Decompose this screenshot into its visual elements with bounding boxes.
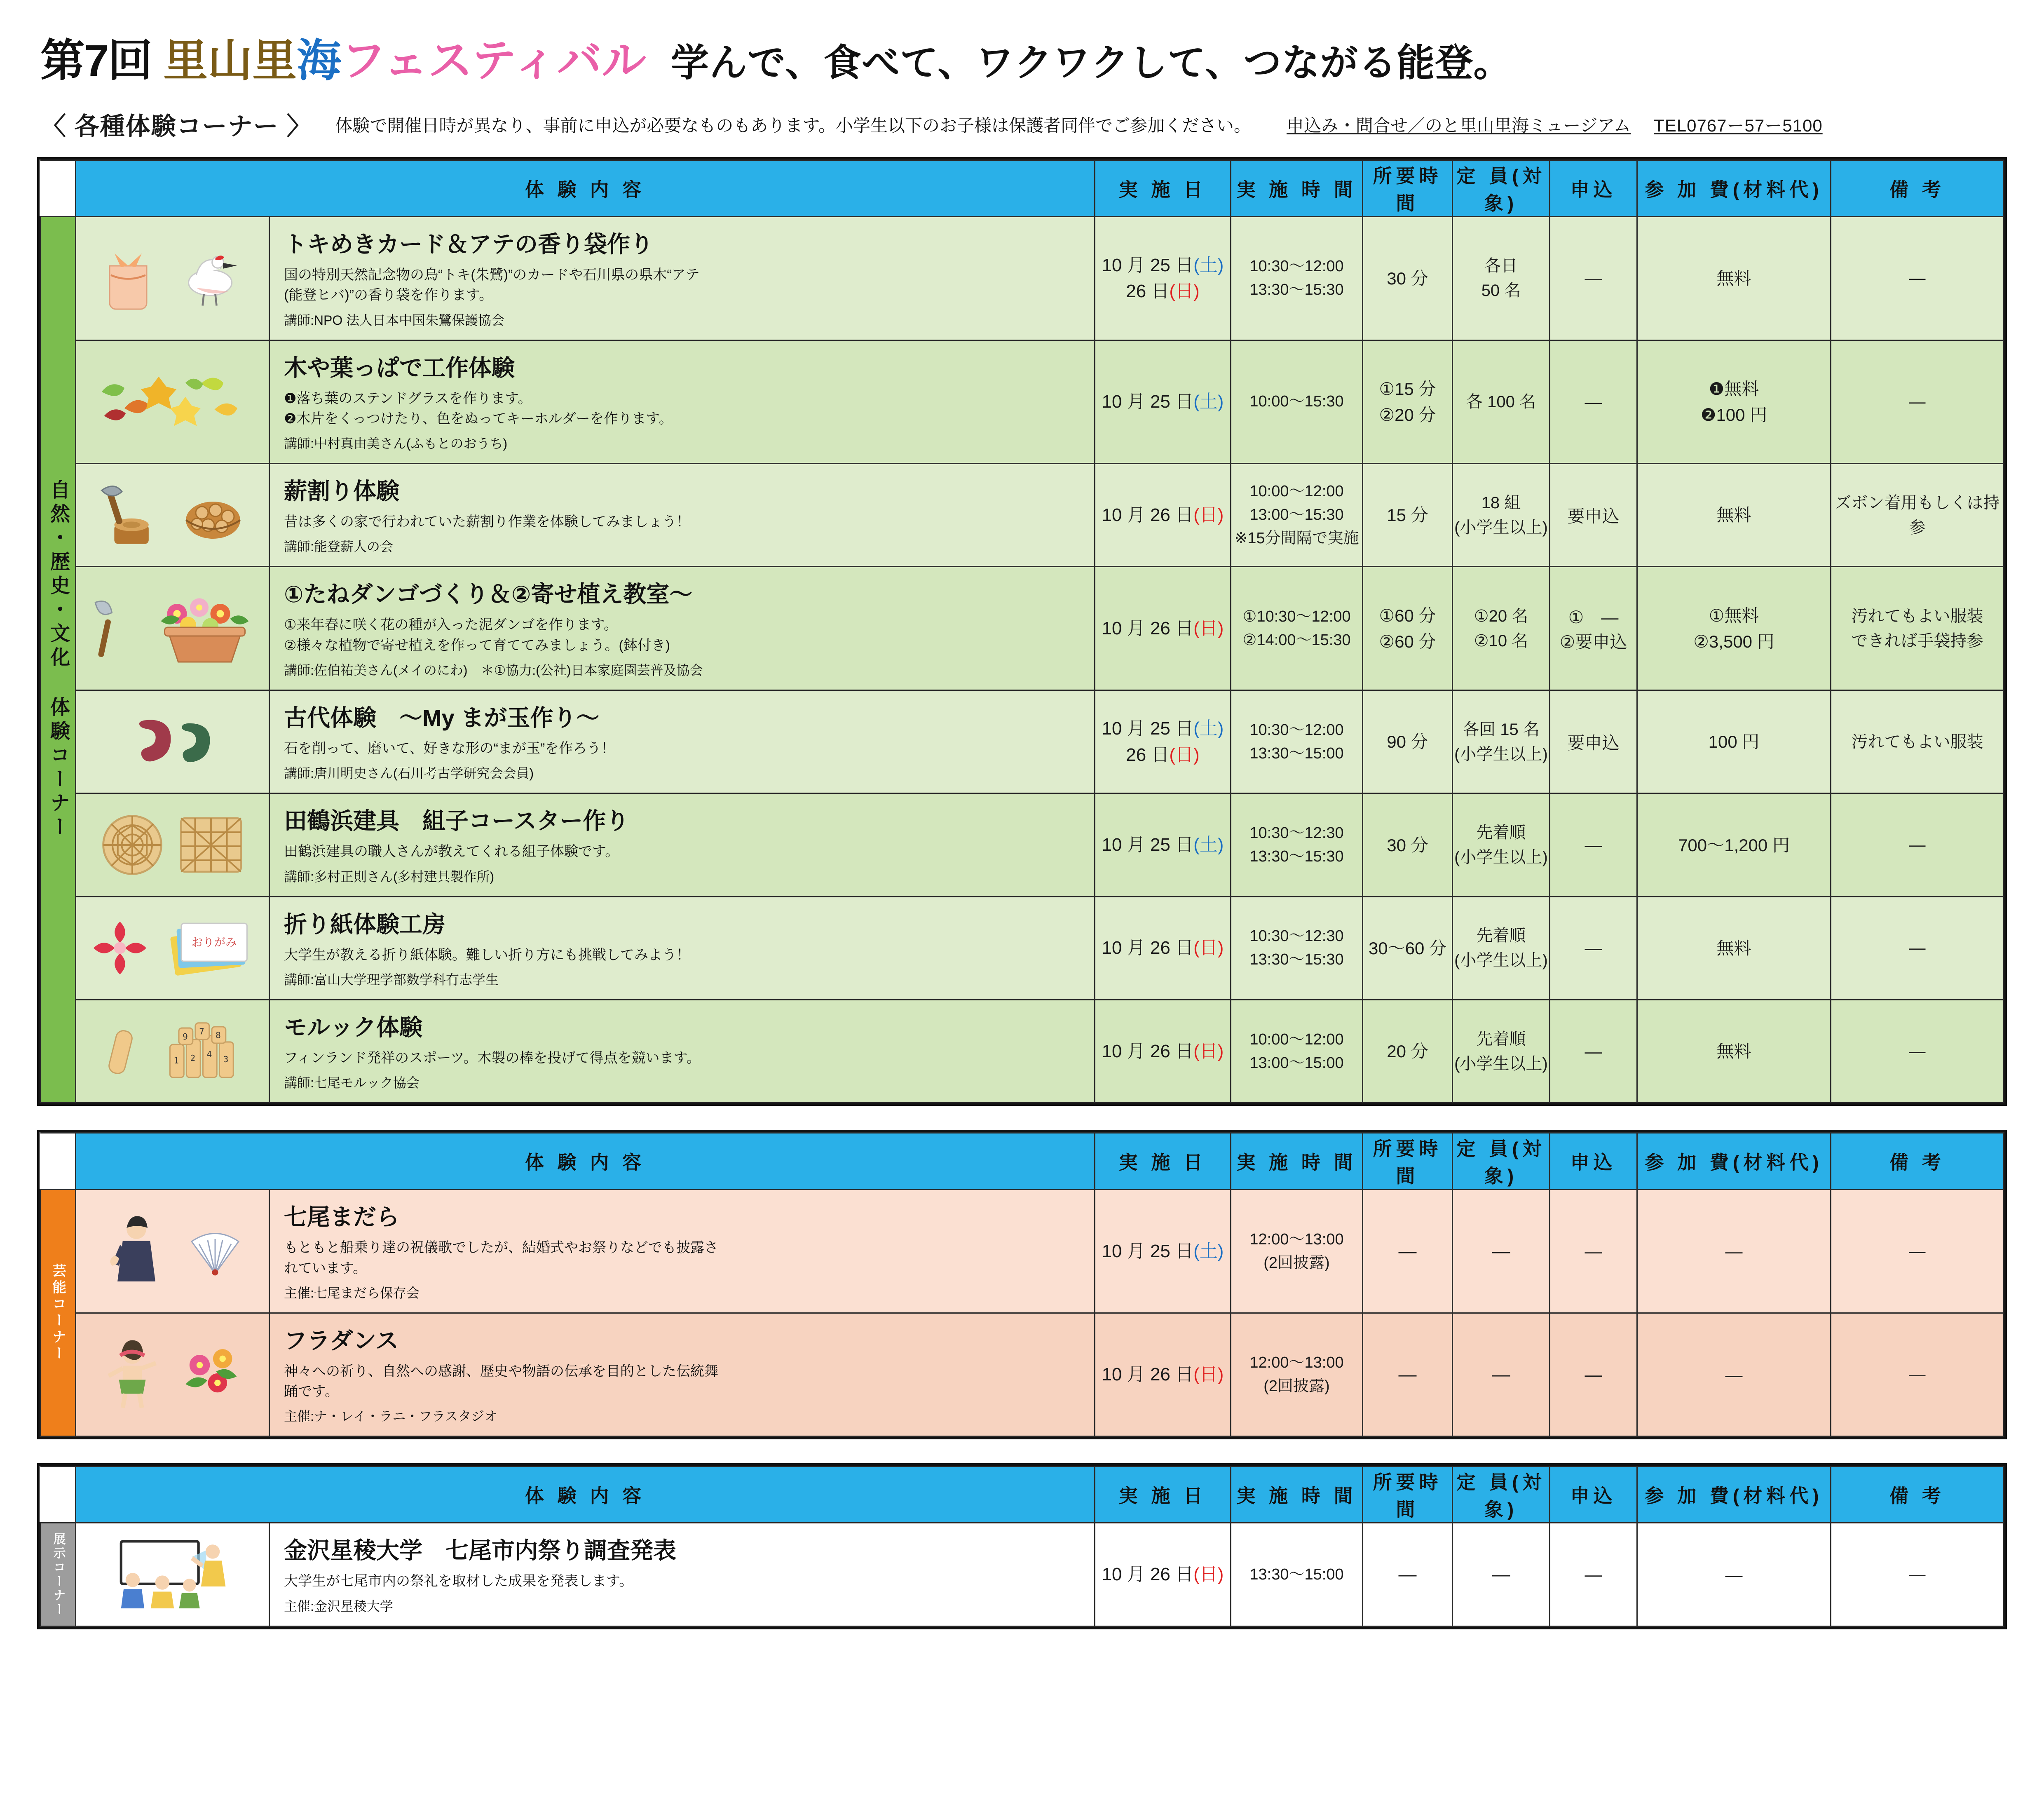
row-note: — xyxy=(1831,793,2004,896)
svg-text:1: 1 xyxy=(173,1055,179,1065)
row-content xyxy=(270,1313,1095,1436)
hula-dancer-icon xyxy=(76,1335,269,1414)
row-date: 10 月 26 日(日) xyxy=(1095,464,1231,567)
row-content xyxy=(270,1523,1095,1626)
row-capacity: 各回 15 名 (小学生以上) xyxy=(1453,690,1550,793)
table-header-row xyxy=(40,160,2004,217)
row-image xyxy=(76,1523,270,1626)
row-desc: フィンランド発祥のスポーツ。木製の棒を投げて得点を競います。 xyxy=(284,1050,701,1066)
header-apply: 申込 xyxy=(1550,1133,1637,1190)
row-duration: ①60 分 ②60 分 xyxy=(1363,567,1453,690)
row-capacity: — xyxy=(1453,1190,1550,1313)
table-header-row xyxy=(40,1467,2004,1523)
row-image xyxy=(76,1313,270,1436)
header-fee: 参 加 費(材料代) xyxy=(1637,160,1831,217)
row-time: 10:00～12:00 13:00～15:30 ※15分間隔で実施 xyxy=(1231,464,1363,567)
row-capacity: — xyxy=(1453,1523,1550,1626)
experience-table-exhibition xyxy=(40,1466,2004,1626)
corner-note: 体験で開催日時が異なり、事前に申込が必要なものもあります。小学生以下のお子様は保護者同伴でご参加ください。 xyxy=(335,116,1251,135)
row-lecturer: 講師:佐伯祐美さん(メイのにわ) ＊①協力:(公社)日本家庭園芸普及協会 xyxy=(284,663,703,678)
row-time: 10:00～15:30 xyxy=(1231,340,1363,464)
title-umi: 海 xyxy=(297,35,342,85)
contact-info xyxy=(1287,112,1823,137)
row-title: 古代体験 ～My まが玉作り～ xyxy=(284,705,600,731)
title-festival: フェスティバル xyxy=(341,35,646,85)
leaves-icon xyxy=(76,369,269,435)
row-fee: 100 円 xyxy=(1637,690,1831,793)
row-image xyxy=(76,793,270,896)
row-time: 10:00～12:00 13:00～15:00 xyxy=(1231,1000,1363,1103)
header-capacity: 定 員(対象) xyxy=(1453,1133,1550,1190)
header-date: 実 施 日 xyxy=(1095,160,1231,217)
header-fee: 参 加 費(材料代) xyxy=(1637,1133,1831,1190)
title-satoumi-ri: 里 xyxy=(252,35,297,85)
row-image xyxy=(76,1000,270,1103)
row-title: 金沢星稜大学 七尾市内祭り調査発表 xyxy=(284,1537,676,1564)
header-time: 実 施 時 間 xyxy=(1231,1467,1363,1523)
row-lecturer: 講師:NPO 法人日本中国朱鷺保護協会 xyxy=(284,312,505,328)
table-row xyxy=(40,1000,2004,1103)
row-note: 汚れてもよい服装 xyxy=(1831,690,2004,793)
table-row xyxy=(40,464,2004,567)
row-note: ズボン着用もしくは持参 xyxy=(1831,464,2004,567)
row-time: 10:30～12:00 13:30～15:30 xyxy=(1231,217,1363,340)
row-time: 10:30～12:30 13:30～15:30 xyxy=(1231,793,1363,896)
row-lecturer: 主催:金沢星稜大学 xyxy=(284,1598,393,1614)
row-lecturer: 主催:七尾まだら保存会 xyxy=(284,1285,420,1300)
page-title xyxy=(40,25,2007,89)
title-subtitle: 学んで、食べて、ワクワクして、つながる能登。 xyxy=(670,42,1512,84)
kumiko-coaster-icon xyxy=(76,812,269,878)
svg-text:9: 9 xyxy=(182,1031,188,1042)
header-capacity: 定 員(対象) xyxy=(1453,160,1550,217)
row-capacity: 先着順 (小学生以上) xyxy=(1453,896,1550,1000)
row-time: 12:00～13:00 (2回披露) xyxy=(1231,1313,1363,1436)
row-apply: — xyxy=(1550,1523,1637,1626)
table-row xyxy=(40,1523,2004,1626)
svg-text:7: 7 xyxy=(199,1026,204,1037)
row-note: — xyxy=(1831,1313,2004,1436)
row-content xyxy=(270,340,1095,464)
table-row xyxy=(40,340,2004,464)
row-image xyxy=(76,567,270,690)
svg-text:おりがみ: おりがみ xyxy=(191,935,237,949)
row-content xyxy=(270,217,1095,340)
row-time: 10:30～12:00 13:30～15:00 xyxy=(1231,690,1363,793)
row-date: 10 月 25 日(土) xyxy=(1095,793,1231,896)
row-apply: — xyxy=(1550,1000,1637,1103)
row-apply: 要申込 xyxy=(1550,464,1637,567)
table-row xyxy=(40,896,2004,1000)
header-capacity: 定 員(対象) xyxy=(1453,1467,1550,1523)
row-desc: 大学生が教える折り紙体験。難しい折り方にも挑戦してみよう！ xyxy=(284,947,690,963)
row-title: 田鶴浜建具 組子コースター作り xyxy=(284,808,629,834)
row-image xyxy=(76,690,270,793)
row-desc: ❶落ち葉のステンドグラスを作ります。 ❷木片をくっつけたり、色をぬってキーホルダーを作ります。 xyxy=(284,390,673,427)
table-row xyxy=(40,1313,2004,1436)
sidebar-nature xyxy=(40,217,76,1103)
contact-tel: TEL0767ー57ー5100 xyxy=(1654,116,1823,135)
header-corner xyxy=(40,1133,76,1190)
row-apply: — xyxy=(1550,1190,1637,1313)
svg-text:2: 2 xyxy=(190,1053,195,1063)
row-apply: ① — ②要申込 xyxy=(1550,567,1637,690)
row-lecturer: 講師:多村正則さん(多村建具製作所) xyxy=(284,869,495,884)
corner-heading: 〈 各種体験コーナー 〉 xyxy=(41,113,312,140)
row-title: ①たねダンゴづくり＆②寄せ植え教室～ xyxy=(284,581,693,608)
row-desc: もともと船乗り達の祝儀歌でしたが、結婚式やお祭りなどでも披露さ れています。 xyxy=(284,1240,718,1276)
header-corner xyxy=(40,160,76,217)
row-date: 10 月 26 日(日) xyxy=(1095,1523,1231,1626)
row-lecturer: 主催:ナ・レイ・ラニ・フラスタジオ xyxy=(284,1409,498,1424)
row-time: 13:30～15:00 xyxy=(1231,1523,1363,1626)
row-fee: ❶無料 ❷100 円 xyxy=(1637,340,1831,464)
table-block-exhibition xyxy=(37,1463,2007,1629)
row-date: 10 月 26 日(日) xyxy=(1095,1000,1231,1103)
row-title: 木や葉っぱで工作体験 xyxy=(284,354,515,381)
row-duration: 90 分 xyxy=(1363,690,1453,793)
row-lecturer: 講師:七尾モルック協会 xyxy=(284,1075,420,1091)
header-note: 備 考 xyxy=(1831,160,2004,217)
svg-text:8: 8 xyxy=(215,1030,221,1040)
row-date: 10 月 25 日(土) 26 日(日) xyxy=(1095,217,1231,340)
row-note: — xyxy=(1831,1523,2004,1626)
row-time: 12:00～13:00 (2回披露) xyxy=(1231,1190,1363,1313)
row-content xyxy=(270,1000,1095,1103)
row-fee: 無料 xyxy=(1637,217,1831,340)
sidebar-performing-label: 芸能コーナー xyxy=(50,1263,66,1363)
table-row xyxy=(40,690,2004,793)
row-desc: 石を削って、磨いて、好きな形の“まが玉”を作ろう！ xyxy=(284,741,615,757)
row-fee: ①無料 ②3,500 円 xyxy=(1637,567,1831,690)
svg-text:3: 3 xyxy=(223,1054,228,1064)
row-duration: — xyxy=(1363,1523,1453,1626)
sidebar-performing xyxy=(40,1190,76,1436)
header-note: 備 考 xyxy=(1831,1133,2004,1190)
axe-firewood-icon xyxy=(76,480,269,550)
row-capacity: 各 100 名 xyxy=(1453,340,1550,464)
sidebar-nature-label: 自然･歴史･文化 体験コーナー xyxy=(47,479,69,840)
row-content xyxy=(270,464,1095,567)
row-title: 薪割り体験 xyxy=(284,478,399,505)
flower-pot-icon xyxy=(76,591,269,666)
row-duration: 20 分 xyxy=(1363,1000,1453,1103)
experience-table-nature xyxy=(40,160,2004,1103)
row-content xyxy=(270,690,1095,793)
row-capacity: ①20 名 ②10 名 xyxy=(1453,567,1550,690)
header-fee: 参 加 費(材料代) xyxy=(1637,1467,1831,1523)
row-fee: — xyxy=(1637,1313,1831,1436)
madara-singer-icon xyxy=(76,1212,269,1291)
row-title: フラダンス xyxy=(284,1327,399,1354)
header-apply: 申込 xyxy=(1550,1467,1637,1523)
row-date: 10 月 26 日(日) xyxy=(1095,1313,1231,1436)
row-duration: 15 分 xyxy=(1363,464,1453,567)
title-satoyama: 里山 xyxy=(163,35,253,85)
row-date: 10 月 25 日(土) xyxy=(1095,1190,1231,1313)
header-apply: 申込 xyxy=(1550,160,1637,217)
row-desc: ①来年春に咲く花の種が入った泥ダンゴを作ります。 ②様々な植物で寄せ植えを作って育ててみましょう。(鉢付き) xyxy=(284,617,670,653)
row-apply: — xyxy=(1550,340,1637,464)
row-note: — xyxy=(1831,217,2004,340)
table-row xyxy=(40,793,2004,896)
header-duration: 所要時間 xyxy=(1363,160,1453,217)
row-apply: — xyxy=(1550,896,1637,1000)
row-apply: — xyxy=(1550,793,1637,896)
row-title: 折り紙体験工房 xyxy=(284,911,445,937)
row-desc: 田鶴浜建具の職人さんが教えてくれる組子体験です。 xyxy=(284,844,619,860)
row-capacity: 先着順 (小学生以上) xyxy=(1453,1000,1550,1103)
row-date: 10 月 26 日(日) xyxy=(1095,567,1231,690)
table-block-nature xyxy=(37,157,2007,1106)
molkky-icon xyxy=(76,1016,269,1087)
row-capacity: — xyxy=(1453,1313,1550,1436)
row-desc: 大学生が七尾市内の祭礼を取材した成果を発表します。 xyxy=(284,1573,633,1589)
table-block-performing xyxy=(37,1130,2007,1439)
row-image xyxy=(76,896,270,1000)
row-title: モルック体験 xyxy=(284,1014,422,1040)
row-apply: 要申込 xyxy=(1550,690,1637,793)
row-duration: — xyxy=(1363,1190,1453,1313)
contact-label: 申込み・問合せ／のと里山里海ミュージアム xyxy=(1287,116,1631,135)
magatama-icon xyxy=(76,707,269,777)
row-time: ①10:30～12:00 ②14:00～15:30 xyxy=(1231,567,1363,690)
kouribukuro-toki-icon xyxy=(76,243,269,313)
row-date: 10 月 26 日(日) xyxy=(1095,896,1231,1000)
row-apply: — xyxy=(1550,1313,1637,1436)
row-capacity: 先着順 (小学生以上) xyxy=(1453,793,1550,896)
row-lecturer: 講師:中村真由美さん(ふもとのおうち) xyxy=(284,436,508,451)
row-desc: 国の特別天然記念物の鳥“トキ(朱鷺)”のカードや石川県の県木“アテ (能登ヒバ)”の香り袋を作ります。 xyxy=(284,267,700,303)
row-desc: 昔は多くの家で行われていた薪割り作業を体験してみましょう！ xyxy=(284,514,690,530)
issue-number: 第7回 xyxy=(40,35,152,85)
row-date: 10 月 25 日(土) 26 日(日) xyxy=(1095,690,1231,793)
sidebar-exhibition-label: 展示コーナー xyxy=(51,1532,65,1617)
row-title: トキめきカード＆アテの香り袋作り xyxy=(284,231,653,257)
row-time: 10:30～12:30 13:30～15:30 xyxy=(1231,896,1363,1000)
row-capacity: 各日 50 名 xyxy=(1453,217,1550,340)
row-note: — xyxy=(1831,896,2004,1000)
row-lecturer: 講師:富山大学理学部数学科有志学生 xyxy=(284,972,499,987)
row-apply: — xyxy=(1550,217,1637,340)
header-time: 実 施 時 間 xyxy=(1231,160,1363,217)
row-content xyxy=(270,793,1095,896)
row-image xyxy=(76,1190,270,1313)
presentation-icon xyxy=(76,1537,269,1612)
row-image xyxy=(76,464,270,567)
row-image xyxy=(76,340,270,464)
row-fee: — xyxy=(1637,1523,1831,1626)
row-image xyxy=(76,217,270,340)
header-note: 備 考 xyxy=(1831,1467,2004,1523)
svg-text:4: 4 xyxy=(206,1049,212,1059)
row-desc: 神々への祈り、自然への感謝、歴史や物語の伝承を目的とした伝統舞 踊です。 xyxy=(284,1363,718,1400)
row-note: — xyxy=(1831,340,2004,464)
table-row xyxy=(40,217,2004,340)
row-content xyxy=(270,896,1095,1000)
row-title: 七尾まだら xyxy=(284,1204,399,1230)
header-date: 実 施 日 xyxy=(1095,1467,1231,1523)
row-duration: ①15 分 ②20 分 xyxy=(1363,340,1453,464)
row-fee: — xyxy=(1637,1190,1831,1313)
table-header-row xyxy=(40,1133,2004,1190)
section-header xyxy=(41,107,2007,142)
table-row xyxy=(40,1190,2004,1313)
row-capacity: 18 組 (小学生以上) xyxy=(1453,464,1550,567)
experience-table-performing xyxy=(40,1132,2004,1437)
row-date: 10 月 25 日(土) xyxy=(1095,340,1231,464)
row-fee: 無料 xyxy=(1637,464,1831,567)
row-lecturer: 講師:唐川明史さん(石川考古学研究会会員) xyxy=(284,766,534,781)
origami-icon xyxy=(76,913,269,983)
row-duration: 30 分 xyxy=(1363,217,1453,340)
sidebar-exhibition xyxy=(40,1523,76,1626)
row-content xyxy=(270,567,1095,690)
row-duration: 30～60 分 xyxy=(1363,896,1453,1000)
table-row xyxy=(40,567,2004,690)
header-content: 体 験 内 容 xyxy=(76,160,1095,217)
row-content xyxy=(270,1190,1095,1313)
row-duration: — xyxy=(1363,1313,1453,1436)
header-duration: 所要時間 xyxy=(1363,1133,1453,1190)
row-fee: 700～1,200 円 xyxy=(1637,793,1831,896)
row-note: — xyxy=(1831,1190,2004,1313)
header-date: 実 施 日 xyxy=(1095,1133,1231,1190)
row-duration: 30 分 xyxy=(1363,793,1453,896)
row-note: — xyxy=(1831,1000,2004,1103)
row-fee: 無料 xyxy=(1637,1000,1831,1103)
header-content: 体 験 内 容 xyxy=(76,1133,1095,1190)
row-fee: 無料 xyxy=(1637,896,1831,1000)
header-duration: 所要時間 xyxy=(1363,1467,1453,1523)
header-content: 体 験 内 容 xyxy=(76,1467,1095,1523)
header-time: 実 施 時 間 xyxy=(1231,1133,1363,1190)
row-lecturer: 講師:能登薪人の会 xyxy=(284,539,393,554)
row-note: 汚れてもよい服装 できれば手袋持参 xyxy=(1831,567,2004,690)
header-corner xyxy=(40,1467,76,1523)
